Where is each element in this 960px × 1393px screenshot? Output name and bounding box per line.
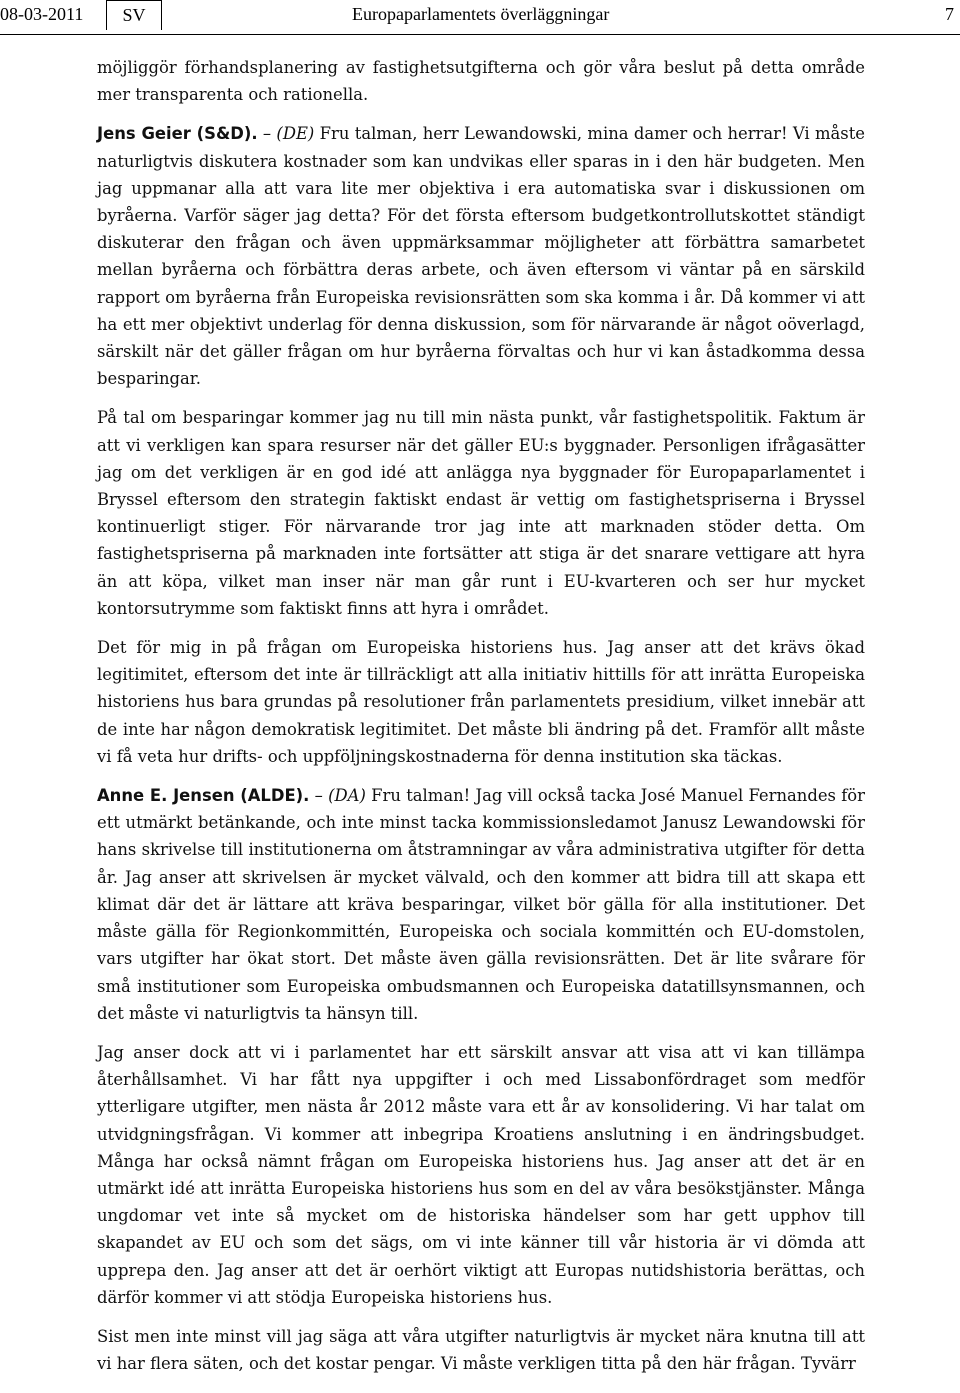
paragraph-text: Det för mig in på frågan om Europeiska historiens hus. Jag anser att det krävs ökad legitimitet, eftersom det inte är tillräckligt att alla initiativ hittills för att inrätta Europeiska historiens hus bara grundas på resolutioner från parlamentets presidium, vilket innebär att de inte har någon demokratisk legitimitet. Det måste bli ändring på det. Framför allt måste vi få veta hur drifts- och uppföljningskostnaderna för denna institution ska täckas. (97, 638, 865, 766)
document-body (97, 54, 865, 1389)
paragraph (97, 120, 865, 392)
paragraph (97, 404, 865, 622)
paragraph (97, 54, 865, 108)
header-language-tab: SV (106, 0, 162, 30)
language-code: – (DA) (314, 786, 366, 806)
speaker-name: Anne E. Jensen (ALDE). (97, 786, 310, 806)
paragraph (97, 634, 865, 770)
page-header (0, 0, 960, 35)
paragraph (97, 1323, 865, 1377)
paragraph-text: möjliggör förhandsplanering av fastighetsutgifterna och gör våra beslut på detta område mer transparenta och rationella. (97, 58, 865, 105)
header-date: 08-03-2011 (0, 4, 84, 24)
paragraph-text: Sist men inte minst vill jag säga att våra utgifter naturligtvis är mycket nära knutna till att vi har flera säten, och det kostar pengar. Vi måste verkligen titta på den här frågan. Tyvärr (97, 1326, 865, 1374)
page-number: 7 (945, 4, 954, 24)
speaker-name: Jens Geier (S&D). (97, 124, 258, 144)
paragraph-text: Fru talman! Jag vill också tacka José Manuel Fernandes för ett utmärkt betänkande, och inte minst tacka kommissionsledamot Janusz Lewandowski för hans skrivelse till institutionerna om åtstramningar av våra administrativa utgifter för detta år. Jag anser att skrivelsen är mycket välvald, och den kommer att bidra till att skapa ett klimat där det är lättare att kräva besparingar, vilket bör gälla för alla institutioner. Det måste gälla för Regionkommittén, Europeiska och sociala kommittén och EU-domstolen, vars utgifter har ökat stort. Det måste även gälla revisionsrätten. Det är lite svårare för små institutioner som Europeiska ombudsmannen och Europeiska datatillsynsmannen, och det måste vi naturligtvis ta hänsyn till. (97, 786, 865, 1023)
paragraph (97, 1039, 865, 1311)
header-title: Europaparlamentets överläggningar (352, 4, 610, 24)
paragraph-text: Fru talman, herr Lewandowski, mina damer och herrar! Vi måste naturligtvis diskutera kostnader som kan undvikas eller sparas in i den här budgeten. Men jag uppmanar alla att vara lite mer objektiva i era automatiska svar i diskussionen om byråerna. Varför säger jag detta? För det första eftersom budgetkontrollutskottet ständigt diskuterar den frågan och även uppmärksammar möjligheter att förbättra samarbetet mellan byråerna och förbättra deras arbete, och även eftersom vi väntar på en särskild rapport om byråerna från Europeiska revisionsrätten som ska komma i år. Då kommer vi att ha ett mer objektivt underlag för denna diskussion, som för närvarande är något oöverlagd, särskilt när det gäller frågan om hur byråerna förvaltas och hur vi kan åstadkomma dessa besparingar. (97, 124, 866, 389)
paragraph (97, 782, 865, 1027)
paragraph-text: Jag anser dock att vi i parlamentet har ett särskilt ansvar att visa att vi kan tillämpa återhållsamhet. Vi har fått nya uppgifter i och med Lissabonfördraget som medför ytterligare utgifter, men nästa år 2012 måste vara ett år av konsolidering. Vi har talat om utvidgningsfrågan. Vi kommer att inbegripa Kroatiens anslutning i en ändringsbudget. Många har också nämnt frågan om Europeiska historiens hus. Jag anser att det är en utmärkt idé att inrätta Europeiska historiens hus som en del av våra besökstjänster. Många ungdomar vet inte så mycket om de historiska händelser som har gett upphov till skapandet av EU och som det sägs, om vi inte känner till vår historia är vi dömda att upprepa den. Jag anser att det är oerhört viktigt att Europas nutidshistoria berättas, och därför kommer vi att stödja Europeiska historiens hus. (97, 1042, 865, 1307)
language-code: – (DE) (262, 124, 315, 144)
paragraph-text: På tal om besparingar kommer jag nu till min nästa punkt, vår fastighetspolitik. Faktum är att vi verkligen kan spara resurser när det gäller EU:s byggnader. Personligen ifrågasätter jag om det verkligen är en god idé att anlägga nya byggnader för Europaparlamentet i Bryssel eftersom den strategin faktiskt endast är vettig om fastighetspriserna i Bryssel kontinuerligt stiger. För närvarande tror jag inte att marknaden stöder detta. Om fastighetspriserna på marknaden inte fortsätter att stiga är det snarare vettigare att hyra än att köpa, vilket man inser när man går runt i EU-kvarteren och ser hur mycket kontorsutrymme som faktiskt finns att hyra i området. (97, 408, 865, 618)
